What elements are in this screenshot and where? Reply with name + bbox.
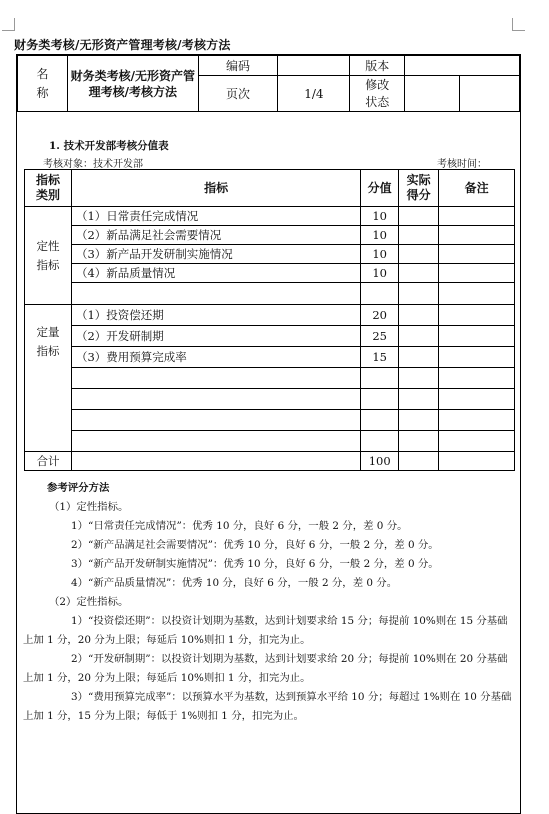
score-cell: 25 [361,326,399,347]
header-version-label: 版本 [350,56,405,76]
total-indicator-cell [71,452,360,471]
score-cell: 15 [361,347,399,368]
remarks-cell [439,431,515,452]
table-row [25,245,515,264]
quantitative-item-line: 上加 1 分，15 分为上限；每低于 1%则扣 1 分，扣完为止。 [23,710,304,722]
remarks-cell [439,207,515,226]
quantitative-title: （2）定性指标。 [49,596,129,608]
quantitative-item-line: 3）“费用预算完成率”：以预算水平为基数，达到预算水平给 10 分；每超过 1%则在 10 分基础 [71,691,512,703]
score-cell [361,389,399,410]
page-corner-mark-left [2,18,15,31]
actual-score-cell [399,326,439,347]
indicator-cell: （3）新产品开发研制实施情况 [71,245,360,264]
remarks-cell [439,283,515,305]
qualitative-item: 3）“新产品开发研制实施情况”：优秀 10 分，良好 6 分，一般 2 分，差 0 分。 [71,558,439,570]
total-label: 合计 [25,452,72,471]
indicator-cell: （1）投资偿还期 [71,305,360,326]
actual-score-cell [399,283,439,305]
remarks-cell [439,410,515,431]
score-table [24,169,515,471]
col-header-actual-score: 实际得分 [399,170,439,207]
qualitative-item: 4）“新产品质量情况”：优秀 10 分，良好 6 分，一般 2 分，差 0 分。 [71,577,398,589]
total-remarks-cell [439,452,515,471]
actual-score-cell [399,207,439,226]
score-cell: 20 [361,305,399,326]
indicator-cell [71,410,360,431]
assessment-time-label: 考核时间： [437,159,487,170]
category-quantitative: 定量指标 [25,305,72,452]
document-title: 财务类考核/无形资产管理考核/考核方法 [14,38,231,52]
document-frame [16,54,521,814]
remarks-cell [439,368,515,389]
indicator-cell [71,368,360,389]
indicator-cell [71,389,360,410]
reference-heading: 参考评分方法 [47,482,110,494]
score-cell: 10 [361,226,399,245]
header-table [17,55,520,112]
category-qualitative: 定性指标 [25,207,72,305]
col-header-category: 指标类别 [25,170,72,207]
indicator-cell: （1）日常责任完成情况 [71,207,360,226]
actual-score-cell [399,264,439,283]
remarks-cell [439,264,515,283]
table-row [25,326,515,347]
header-version-value [405,56,520,76]
score-cell [361,410,399,431]
actual-score-cell [399,431,439,452]
remarks-cell [439,305,515,326]
actual-score-cell [399,305,439,326]
score-cell [361,431,399,452]
indicator-cell: （2）开发研制期 [71,326,360,347]
indicator-cell: （4）新品质量情况 [71,264,360,283]
table-row [25,264,515,283]
remarks-cell [439,389,515,410]
header-revision-value [405,76,460,112]
table-row [25,283,515,305]
indicator-cell [71,283,360,305]
actual-score-cell [399,347,439,368]
remarks-cell [439,347,515,368]
actual-score-cell [399,226,439,245]
header-page-value: 1/4 [278,76,350,112]
score-cell: 10 [361,245,399,264]
assessment-target: 考核对象：技术开发部 [43,159,143,170]
header-empty-cell [460,76,520,112]
actual-score-cell [399,245,439,264]
indicator-cell [71,431,360,452]
header-department: 财务类考核/无形资产管理考核/考核方法 [67,56,198,112]
col-header-indicator: 指标 [71,170,360,207]
qualitative-item: 1）“日常责任完成情况”：优秀 10 分，良好 6 分，一般 2 分，差 0 分。 [71,520,408,532]
remarks-cell [439,245,515,264]
actual-score-cell [399,410,439,431]
indicator-cell: （3）费用预算完成率 [71,347,360,368]
table-row [25,368,515,389]
header-code-label: 编码 [198,56,278,76]
table-row [25,410,515,431]
col-header-score: 分值 [361,170,399,207]
remarks-cell [439,326,515,347]
header-name-label: 名称 [18,56,68,112]
reference-method [17,479,520,726]
page-corner-mark-right [512,18,525,31]
header-revision-label: 修改状态 [350,76,405,112]
table-row [25,431,515,452]
quantitative-item-line: 1）“投资偿还期”：以投资计划期为基数，达到计划要求给 15 分；每提前 10%则在 15 分基础 [71,615,508,627]
header-code-value [278,56,350,76]
table-row [25,389,515,410]
score-cell: 10 [361,207,399,226]
qualitative-title: （1）定性指标。 [49,501,129,513]
total-score: 100 [361,452,399,471]
score-cell [361,368,399,389]
table-row [25,347,515,368]
quantitative-item-line: 2）“开发研制期”：以投资计划期为基数，达到计划要求给 20 分；每提前 10%则在 20 分基础 [71,653,508,665]
qualitative-item: 2）“新产品满足社会需要情况”：优秀 10 分，良好 6 分，一般 2 分，差 0 分。 [71,539,439,551]
section-title: 1. 技术开发部考核分值表 [49,140,169,152]
quantitative-item-line: 上加 1 分，20 分为上限；每延后 10%则扣 1 分，扣完为止。 [23,672,311,684]
table-row [25,305,515,326]
score-table-header-row [25,170,515,207]
quantitative-item-line: 上加 1 分，20 分为上限；每延后 10%则扣 1 分，扣完为止。 [23,634,311,646]
actual-score-cell [399,389,439,410]
total-row [25,452,515,471]
col-header-remarks: 备注 [439,170,515,207]
indicator-cell: （2）新品满足社会需要情况 [71,226,360,245]
remarks-cell [439,226,515,245]
header-page-label: 页次 [198,76,278,112]
score-cell: 10 [361,264,399,283]
total-actual-score-cell [399,452,439,471]
table-row [25,207,515,226]
score-cell [361,283,399,305]
actual-score-cell [399,368,439,389]
table-row [25,226,515,245]
